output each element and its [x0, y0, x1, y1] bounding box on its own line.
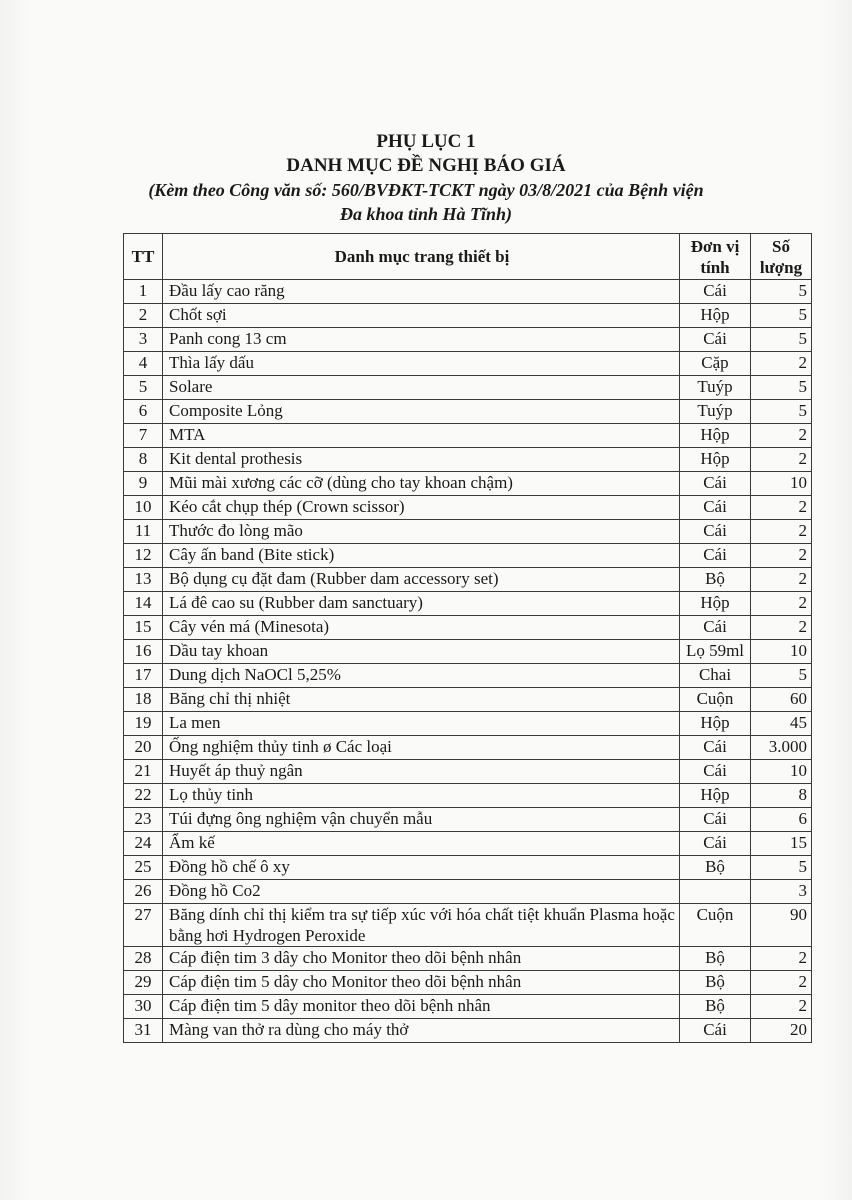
item-quantity: 2: [751, 448, 812, 472]
item-name: Bộ dụng cụ đặt đam (Rubber dam accessory set): [163, 568, 680, 592]
item-name: Dung dịch NaOCl 5,25%: [163, 664, 680, 688]
qty-header-line-1: Số: [772, 236, 790, 256]
row-number: 24: [124, 832, 163, 856]
item-unit: Hộp: [680, 304, 751, 328]
table-row: [124, 760, 812, 784]
row-number: 4: [124, 352, 163, 376]
item-quantity: 60: [751, 688, 812, 712]
item-name: Đầu lấy cao răng: [163, 280, 680, 304]
table-row: [124, 808, 812, 832]
item-unit: Cái: [680, 496, 751, 520]
item-name: Ống nghiệm thủy tinh ø Các loại: [163, 736, 680, 760]
table-row: [124, 664, 812, 688]
row-number: 23: [124, 808, 163, 832]
item-unit: Cái: [680, 736, 751, 760]
row-number: 28: [124, 947, 163, 971]
table-row: [124, 520, 812, 544]
item-unit: [680, 880, 751, 904]
row-number: 29: [124, 971, 163, 995]
item-quantity: 5: [751, 856, 812, 880]
item-quantity: 3: [751, 880, 812, 904]
item-name: Đồng hồ Co2: [163, 880, 680, 904]
table-body: [124, 280, 812, 1043]
item-unit: Bộ: [680, 856, 751, 880]
item-unit: Cái: [680, 520, 751, 544]
item-name: Thước đo lòng mão: [163, 520, 680, 544]
item-name: Thìa lấy dấu: [163, 352, 680, 376]
row-number: 13: [124, 568, 163, 592]
item-quantity: 2: [751, 352, 812, 376]
item-quantity: 2: [751, 496, 812, 520]
unit-header-line-2: tính: [700, 257, 730, 277]
item-unit: Cái: [680, 328, 751, 352]
item-name: Panh cong 13 cm: [163, 328, 680, 352]
item-unit: Cuộn: [680, 688, 751, 712]
row-number: 14: [124, 592, 163, 616]
subtitle-line-1: (Kèm theo Công văn số: 560/BVĐKT-TCKT ngày 03/8/2021 của Bệnh viện: [148, 180, 704, 200]
item-quantity: 10: [751, 640, 812, 664]
item-quantity: 2: [751, 971, 812, 995]
appendix-label: PHỤ LỤC 1: [376, 131, 476, 152]
item-name: Cây vén má (Minesota): [163, 616, 680, 640]
item-unit: Hộp: [680, 592, 751, 616]
item-unit: Hộp: [680, 448, 751, 472]
item-quantity: 2: [751, 568, 812, 592]
table-row: [124, 971, 812, 995]
table-row: [124, 640, 812, 664]
item-name: Kéo cắt chụp thép (Crown scissor): [163, 496, 680, 520]
item-quantity: 2: [751, 424, 812, 448]
subtitle-line-2: Đa khoa tỉnh Hà Tĩnh): [339, 204, 513, 224]
item-unit: Tuýp: [680, 400, 751, 424]
unit-header-line-1: Đơn vị: [690, 236, 740, 256]
item-quantity: 5: [751, 328, 812, 352]
item-unit: Hộp: [680, 424, 751, 448]
table-row: [124, 688, 812, 712]
table-row: [124, 280, 812, 304]
table-row: [124, 400, 812, 424]
column-header-name: Danh mục trang thiết bị: [163, 234, 680, 280]
row-number: 11: [124, 520, 163, 544]
item-name: Cây ấn band (Bite stick): [163, 544, 680, 568]
document-header: [0, 130, 852, 226]
row-number: 9: [124, 472, 163, 496]
item-name: Kit dental prothesis: [163, 448, 680, 472]
item-quantity: 10: [751, 472, 812, 496]
item-unit: Cái: [680, 808, 751, 832]
table-row: [124, 947, 812, 971]
table-row: [124, 472, 812, 496]
item-quantity: 3.000: [751, 736, 812, 760]
item-name: Lọ thủy tinh: [163, 784, 680, 808]
table-row: [124, 592, 812, 616]
item-name: Cáp điện tim 5 dây monitor theo dõi bệnh nhân: [163, 995, 680, 1019]
item-unit: Bộ: [680, 568, 751, 592]
table-row: [124, 376, 812, 400]
item-quantity: 2: [751, 544, 812, 568]
item-name: Huyết áp thuỷ ngân: [163, 760, 680, 784]
item-quantity: 5: [751, 376, 812, 400]
table-row: [124, 995, 812, 1019]
item-quantity: 6: [751, 808, 812, 832]
item-quantity: 45: [751, 712, 812, 736]
item-unit: Chai: [680, 664, 751, 688]
item-unit: Hộp: [680, 784, 751, 808]
item-unit: Cặp: [680, 352, 751, 376]
item-name: Cáp điện tim 5 dây cho Monitor theo dõi bệnh nhân: [163, 971, 680, 995]
row-number: 7: [124, 424, 163, 448]
item-unit: Cái: [680, 280, 751, 304]
document-title: DANH MỤC ĐỀ NGHỊ BÁO GIÁ: [286, 155, 566, 176]
item-name: La men: [163, 712, 680, 736]
row-number: 30: [124, 995, 163, 1019]
row-number: 12: [124, 544, 163, 568]
item-quantity: 2: [751, 616, 812, 640]
row-number: 8: [124, 448, 163, 472]
row-number: 17: [124, 664, 163, 688]
item-name: Solare: [163, 376, 680, 400]
row-number: 20: [124, 736, 163, 760]
item-quantity: 5: [751, 400, 812, 424]
item-unit: Bộ: [680, 971, 751, 995]
item-name: Đồng hồ chế ô xy: [163, 856, 680, 880]
item-unit: Bộ: [680, 947, 751, 971]
table-row: [124, 904, 812, 947]
table-row: [124, 328, 812, 352]
table-row: [124, 1019, 812, 1043]
row-number: 16: [124, 640, 163, 664]
row-number: 2: [124, 304, 163, 328]
item-quantity: 15: [751, 832, 812, 856]
item-unit: Hộp: [680, 712, 751, 736]
item-unit: Cái: [680, 760, 751, 784]
row-number: 18: [124, 688, 163, 712]
row-number: 5: [124, 376, 163, 400]
column-header-qty: [751, 234, 812, 280]
row-number: 6: [124, 400, 163, 424]
item-name: Mũi mài xương các cỡ (dùng cho tay khoan chậm): [163, 472, 680, 496]
table-row: [124, 880, 812, 904]
row-number: 1: [124, 280, 163, 304]
table-row: [124, 832, 812, 856]
table-row: [124, 448, 812, 472]
item-unit: Tuýp: [680, 376, 751, 400]
item-name: Chốt sợi: [163, 304, 680, 328]
item-quantity: 90: [751, 904, 812, 947]
item-quantity: 20: [751, 1019, 812, 1043]
item-unit: Cái: [680, 832, 751, 856]
item-name: MTA: [163, 424, 680, 448]
table-row: [124, 568, 812, 592]
column-header-tt: TT: [124, 234, 163, 280]
table-row: [124, 616, 812, 640]
table-row: [124, 424, 812, 448]
table-row: [124, 496, 812, 520]
table-row: [124, 856, 812, 880]
item-quantity: 5: [751, 304, 812, 328]
equipment-table: [123, 233, 812, 1043]
table-row: [124, 352, 812, 376]
item-name: Composite Lỏng: [163, 400, 680, 424]
column-header-unit: [680, 234, 751, 280]
item-name: Băng chỉ thị nhiệt: [163, 688, 680, 712]
item-name: Cáp điện tim 3 dây cho Monitor theo dõi bệnh nhân: [163, 947, 680, 971]
row-number: 26: [124, 880, 163, 904]
item-unit: Cái: [680, 544, 751, 568]
table-row: [124, 736, 812, 760]
item-quantity: 10: [751, 760, 812, 784]
item-name: Màng van thở ra dùng cho máy thở: [163, 1019, 680, 1043]
row-number: 15: [124, 616, 163, 640]
table-row: [124, 544, 812, 568]
table-row: [124, 784, 812, 808]
item-unit: Cái: [680, 1019, 751, 1043]
item-unit: Bộ: [680, 995, 751, 1019]
row-number: 25: [124, 856, 163, 880]
qty-header-line-2: lượng: [759, 257, 803, 277]
row-number: 31: [124, 1019, 163, 1043]
item-unit: Lọ 59ml: [680, 640, 751, 664]
item-quantity: 5: [751, 664, 812, 688]
item-name: Lá đê cao su (Rubber dam sanctuary): [163, 592, 680, 616]
item-quantity: 2: [751, 520, 812, 544]
table-header-row: [124, 234, 812, 280]
row-number: 22: [124, 784, 163, 808]
table-row: [124, 304, 812, 328]
row-number: 27: [124, 904, 163, 947]
row-number: 3: [124, 328, 163, 352]
item-name: Băng dính chỉ thị kiểm tra sự tiếp xúc với hóa chất tiệt khuẩn Plasma hoặc bằng hơi Hydrogen Peroxide: [163, 904, 680, 947]
item-quantity: 5: [751, 280, 812, 304]
row-number: 21: [124, 760, 163, 784]
row-number: 10: [124, 496, 163, 520]
item-quantity: 8: [751, 784, 812, 808]
item-unit: Cái: [680, 616, 751, 640]
item-name: Dầu tay khoan: [163, 640, 680, 664]
item-name: Ẩm kế: [163, 832, 680, 856]
item-quantity: 2: [751, 995, 812, 1019]
item-name: Túi đựng ông nghiệm vận chuyển mẫu: [163, 808, 680, 832]
table-row: [124, 712, 812, 736]
item-unit: Cuộn: [680, 904, 751, 947]
item-quantity: 2: [751, 592, 812, 616]
item-unit: Cái: [680, 472, 751, 496]
item-quantity: 2: [751, 947, 812, 971]
row-number: 19: [124, 712, 163, 736]
